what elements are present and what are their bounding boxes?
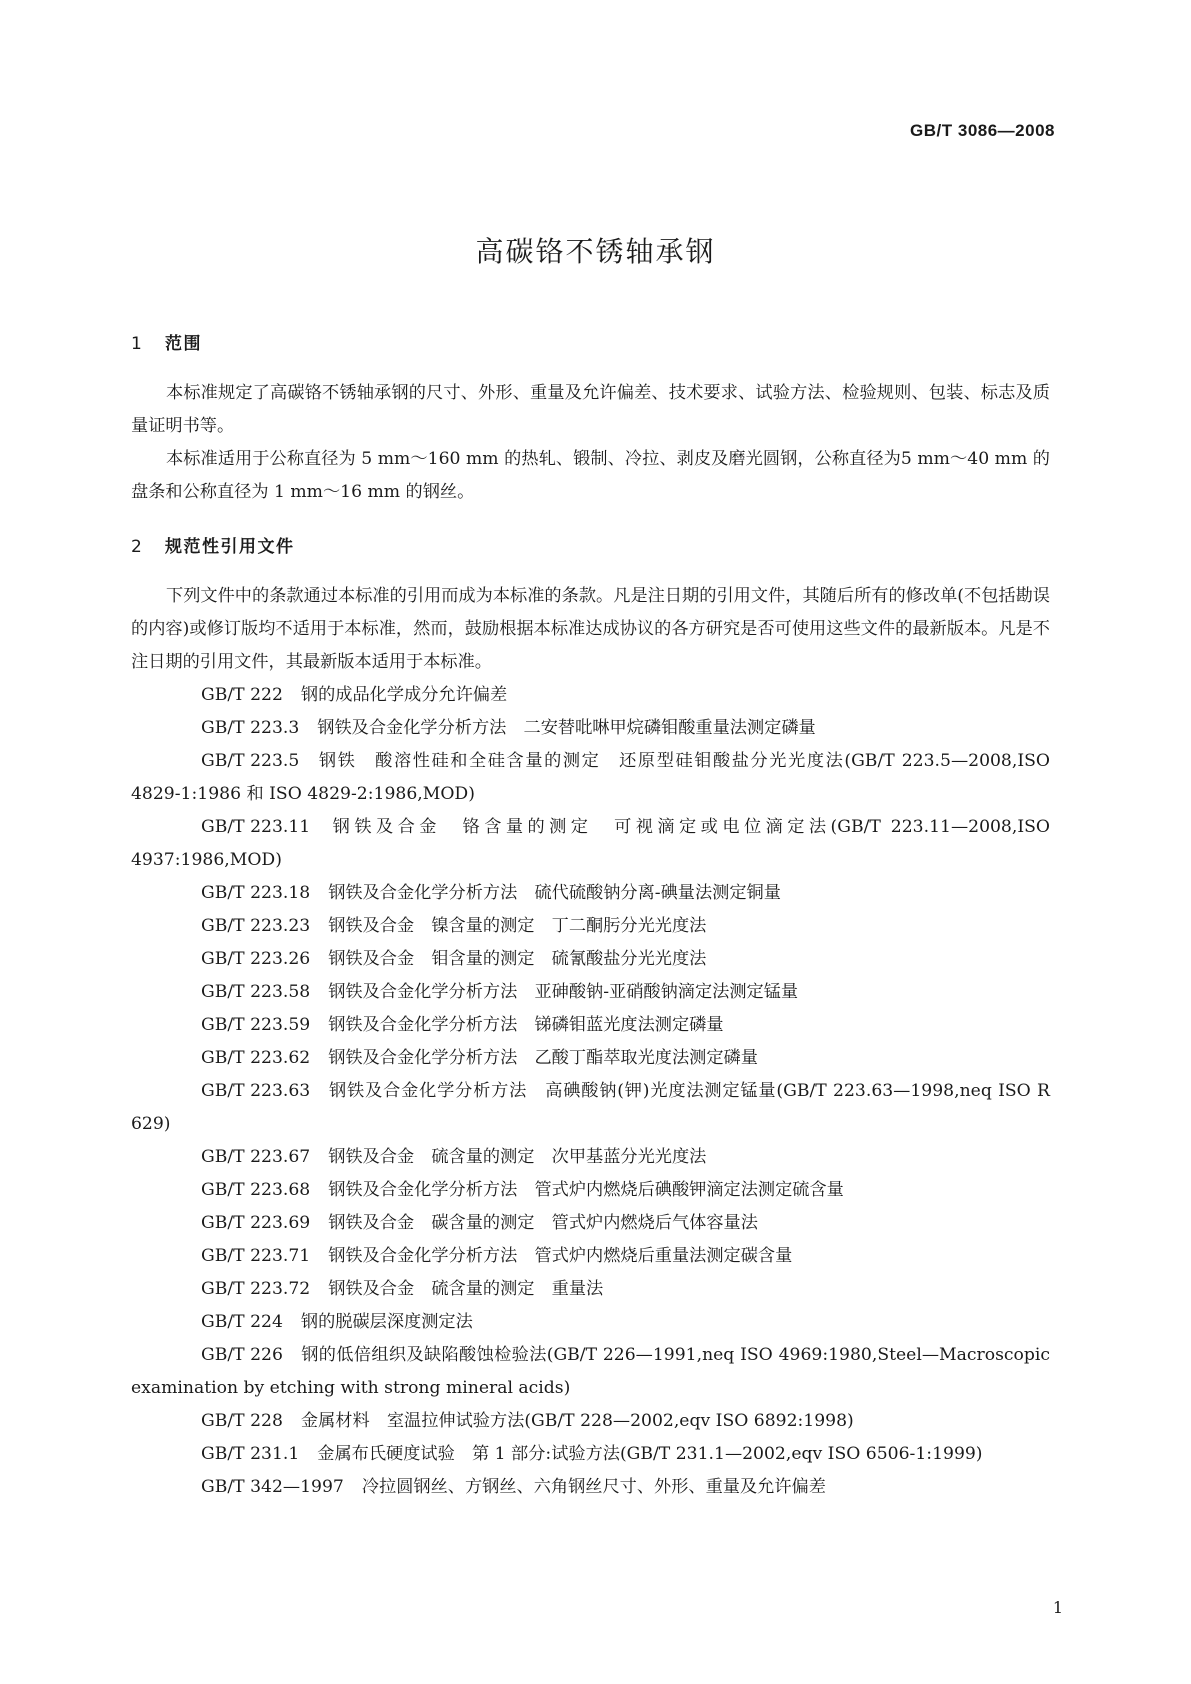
section-heading-references	[131, 531, 1050, 564]
reference-item	[131, 1438, 1050, 1471]
reference-title: 钢铁及合金 硫含量的测定 次甲基蓝分光光度法	[328, 1147, 707, 1167]
reference-title: 金属材料 室温拉伸试验方法(GB/T 228—2002,eqv ISO 6892:1998)	[300, 1411, 854, 1431]
reference-item	[131, 1339, 1050, 1405]
reference-code: GB/T 223.71	[201, 1246, 311, 1266]
reference-item	[131, 943, 1050, 976]
reference-code: GB/T 223.63	[201, 1081, 311, 1101]
reference-list	[131, 679, 1050, 1504]
reference-title: 钢的低倍组织及缺陷酸蚀检验法(GB/T 226—1991,neq ISO 4969:1980,Steel—Macroscopic examination by etching with strong mineral acids)	[131, 1345, 1050, 1398]
reference-title: 钢铁及合金化学分析方法 高碘酸钠(钾)光度法测定锰量(GB/T 223.63—1998,neq ISO R 629)	[131, 1081, 1050, 1134]
scope-paragraph: 本标准适用于公称直径为 5 mm～160 mm 的热轧、锻制、冷拉、剥皮及磨光圆钢，公称直径为5 mm～40 mm 的盘条和公称直径为 1 mm～16 mm 的钢丝。	[131, 449, 1050, 502]
reference-code: GB/T 224	[201, 1312, 283, 1332]
reference-title: 冷拉圆钢丝、方钢丝、六角钢丝尺寸、外形、重量及允许偏差	[361, 1477, 826, 1497]
reference-code: GB/T 223.5	[201, 751, 300, 771]
page-number: 1	[1052, 1598, 1063, 1617]
reference-item	[131, 1207, 1050, 1240]
document-title: 高碳铬不锈轴承钢	[475, 235, 716, 268]
reference-code: GB/T 223.62	[201, 1048, 311, 1068]
reference-title: 钢铁及合金化学分析方法 二安替吡啉甲烷磷钼酸重量法测定磷量	[317, 718, 816, 738]
reference-title: 金属布氏硬度试验 第 1 部分:试验方法(GB/T 231.1—2002,eqv ISO 6506-1:1999)	[317, 1444, 983, 1464]
reference-code: GB/T 223.23	[201, 916, 311, 936]
reference-title: 钢铁及合金 铬含量的测定 可视滴定或电位滴定法(GB/T 223.11—2008,ISO 4937:1986,MOD)	[131, 817, 1050, 870]
reference-code: GB/T 223.58	[201, 982, 311, 1002]
reference-item	[131, 1471, 1050, 1504]
section-number: 2	[131, 537, 144, 557]
reference-code: GB/T 342—1997	[201, 1477, 344, 1497]
reference-code: GB/T 226	[201, 1345, 283, 1365]
reference-code: GB/T 223.26	[201, 949, 311, 969]
document-body	[131, 328, 1050, 1504]
reference-code: GB/T 223.69	[201, 1213, 311, 1233]
reference-code: GB/T 223.11	[201, 817, 311, 837]
reference-item	[131, 910, 1050, 943]
reference-item	[131, 877, 1050, 910]
reference-code: GB/T 223.68	[201, 1180, 311, 1200]
reference-code: GB/T 223.3	[201, 718, 300, 738]
reference-item	[131, 1405, 1050, 1438]
reference-title: 钢铁及合金 钼含量的测定 硫氰酸盐分光光度法	[328, 949, 707, 969]
reference-item	[131, 1141, 1050, 1174]
reference-title: 钢铁及合金 镍含量的测定 丁二酮肟分光光度法	[328, 916, 707, 936]
reference-item	[131, 745, 1050, 811]
standard-number: GB/T 3086—2008	[910, 121, 1055, 140]
reference-item	[131, 712, 1050, 745]
reference-item	[131, 1306, 1050, 1339]
reference-code: GB/T 231.1	[201, 1444, 300, 1464]
reference-item	[131, 1240, 1050, 1273]
reference-item	[131, 976, 1050, 1009]
reference-code: GB/T 228	[201, 1411, 283, 1431]
reference-item	[131, 1174, 1050, 1207]
reference-title: 钢铁及合金 碳含量的测定 管式炉内燃烧后气体容量法	[328, 1213, 758, 1233]
reference-code: GB/T 223.72	[201, 1279, 311, 1299]
reference-item	[131, 1273, 1050, 1306]
reference-item	[131, 679, 1050, 712]
reference-code: GB/T 223.59	[201, 1015, 311, 1035]
section-number: 1	[131, 334, 144, 354]
reference-title: 钢铁及合金化学分析方法 亚砷酸钠-亚硝酸钠滴定法测定锰量	[328, 982, 799, 1002]
reference-title: 钢铁及合金化学分析方法 管式炉内燃烧后碘酸钾滴定法测定硫含量	[328, 1180, 844, 1200]
reference-item	[131, 1042, 1050, 1075]
section-title: 规范性引用文件	[165, 537, 295, 557]
section-heading-scope	[131, 328, 1050, 361]
references-intro: 下列文件中的条款通过本标准的引用而成为本标准的条款。凡是注日期的引用文件，其随后所有的修改单(不包括勘误的内容)或修订版均不适用于本标准，然而，鼓励根据本标准达成协议的各方研究是否可使用这些文件的最新版本。凡是不注日期的引用文件，其最新版本适用于本标准。	[131, 586, 1050, 672]
reference-code: GB/T 223.67	[201, 1147, 311, 1167]
reference-item	[131, 1075, 1050, 1141]
reference-title: 钢的脱碳层深度测定法	[300, 1312, 473, 1332]
reference-title: 钢铁及合金化学分析方法 乙酸丁酯萃取光度法测定磷量	[328, 1048, 758, 1068]
reference-title: 钢铁及合金 硫含量的测定 重量法	[328, 1279, 604, 1299]
reference-title: 钢铁及合金化学分析方法 硫代硫酸钠分离-碘量法测定铜量	[328, 883, 781, 903]
reference-item	[131, 1009, 1050, 1042]
scope-paragraph: 本标准规定了高碳铬不锈轴承钢的尺寸、外形、重量及允许偏差、技术要求、试验方法、检验规则、包装、标志及质量证明书等。	[131, 383, 1050, 436]
reference-title: 钢铁 酸溶性硅和全硅含量的测定 还原型硅钼酸盐分光光度法(GB/T 223.5—2008,ISO 4829-1:1986 和 ISO 4829-2:1986,MOD)	[131, 751, 1050, 804]
reference-title: 钢铁及合金化学分析方法 锑磷钼蓝光度法测定磷量	[328, 1015, 724, 1035]
reference-code: GB/T 222	[201, 685, 283, 705]
reference-title: 钢铁及合金化学分析方法 管式炉内燃烧后重量法测定碳含量	[328, 1246, 793, 1266]
reference-title: 钢的成品化学成分允许偏差	[300, 685, 508, 705]
section-title: 范围	[165, 334, 202, 354]
reference-code: GB/T 223.18	[201, 883, 311, 903]
reference-item	[131, 811, 1050, 877]
